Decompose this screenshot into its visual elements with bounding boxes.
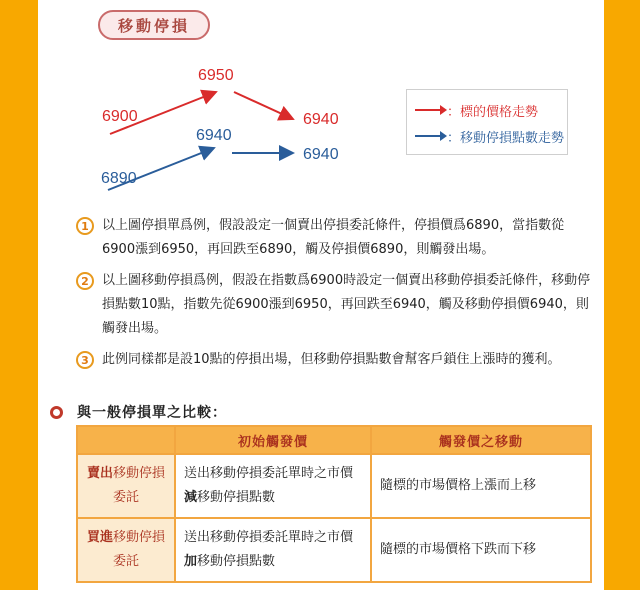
legend-label-price: ：標的價格走勢 [447, 104, 539, 120]
note-text: 以上圖停損單爲例，假設設定一個賣出停損委託條件，停損價爲6890，當指數從6900漲到6950，再回跌至6890，觸及停損價6890，則觸發出場。 [102, 218, 565, 257]
cell-text: 移動停損點數 [197, 554, 276, 569]
row-head-buy [77, 518, 175, 582]
table-header-trigger-move: 觸發價之移動 [371, 426, 591, 454]
label-6900: 6900 [102, 108, 138, 125]
legend-row-price [415, 100, 538, 120]
row-head-bold: 賣出 [86, 466, 113, 481]
cell-trigger-move: 隨標的市場價格下跌而下移 [371, 518, 591, 582]
cell-trigger-move: 隨標的市場價格上漲而上移 [371, 454, 591, 518]
comparison-heading [50, 402, 227, 422]
table-header-row [77, 426, 591, 454]
table-row [77, 454, 591, 518]
red-arrow-down [234, 92, 293, 119]
number-3-icon: 3 [76, 351, 94, 369]
diagram-legend [406, 89, 568, 155]
cell-bold: 減 [184, 490, 198, 505]
cell-initial-trigger [175, 518, 371, 582]
cell-initial-trigger [175, 454, 371, 518]
note-text: 以上圖移動停損爲例，假設在指數爲6900時設定一個賣出移動停損委託條件，移動停損點數10點，指數先從6900漲到6950，再回跌至6940，觸及移動停損價6940，則觸發出場。 [102, 273, 591, 336]
label-6890: 6890 [101, 170, 137, 187]
cell-text: 送出移動停損委託單時之市價 [184, 466, 354, 481]
cell-text: 送出移動停損委託單時之市價 [184, 530, 354, 545]
cell-bold: 加 [184, 554, 198, 569]
note-item [76, 348, 596, 372]
table-header-empty [77, 426, 175, 454]
label-6940-blue-end: 6940 [303, 146, 339, 163]
number-1-icon: 1 [76, 217, 94, 235]
table-row [77, 518, 591, 582]
circle-bullet-icon [50, 406, 63, 419]
comparison-heading-text: 與一般停損單之比較： [77, 405, 227, 421]
row-head-bold: 買進 [86, 530, 113, 545]
number-2-icon: 2 [76, 272, 94, 290]
legend-row-stop [415, 126, 564, 146]
comparison-table [76, 425, 592, 583]
blue-arrow-icon [415, 135, 445, 137]
label-6950: 6950 [198, 67, 234, 84]
content-page [38, 0, 604, 590]
legend-label-stop: ：移動停損點數走勢 [447, 130, 565, 146]
red-arrow-icon [415, 109, 445, 111]
note-item [76, 214, 596, 262]
label-6940-blue-mid: 6940 [196, 127, 232, 144]
row-head-sell [77, 454, 175, 518]
cell-text: 移動停損點數 [197, 490, 276, 505]
table-header-initial-trigger: 初始觸發價 [175, 426, 371, 454]
note-item [76, 269, 596, 341]
section-pill-title: 移動停損 [98, 10, 210, 40]
note-text: 此例同樣都是設10點的停損出場，但移動停損點數會幫客戶鎖住上漲時的獲利。 [102, 352, 561, 367]
label-6940-red: 6940 [303, 111, 339, 128]
row-head-rest: 移動停損委託 [112, 466, 166, 505]
row-head-rest: 移動停損委託 [112, 530, 166, 569]
notes-list [76, 214, 596, 379]
